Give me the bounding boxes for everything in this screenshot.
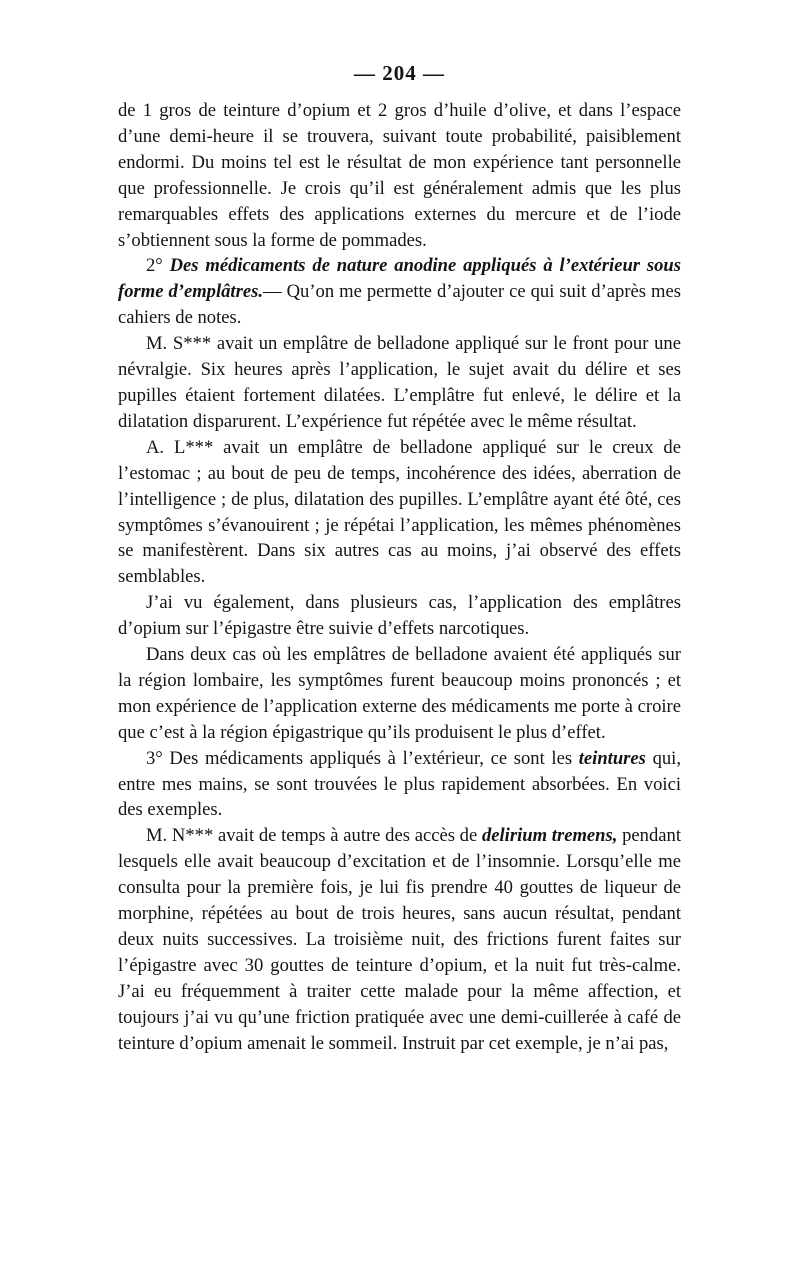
section-title-emplatres: Des médicaments de nature anodine appliqués à l’extérieur sous forme d’emplâtres. [118, 255, 681, 303]
paragraph-teintures [118, 746, 681, 824]
paragraph-emplatres-heading [118, 253, 681, 331]
paragraph-pommades [118, 98, 681, 253]
paragraph-pommades-text: de 1 gros de teinture d’opium et 2 gros d’huile d’olive, et dans l’espace d’une demi-heure il se trouvera, suivant toute probabilité, paisiblement endormi. Du moins tel est le résultat de mon expérience tant personnelle que professionnelle. Je crois qu’il est généralement admis que les plus remarquables effets des applications externes du mercure et de l’iode s’obtiennent sous la forme de pommades. [118, 100, 681, 251]
paragraph-opium-emplatres-text: J’ai vu également, dans plusieurs cas, l’application des emplâtres d’opium sur l’épigastre être suivie d’effets narcotiques. [118, 592, 681, 640]
paragraph-case-n-start: M. N*** avait de temps à autre des accès de [146, 825, 482, 847]
paragraph-emplatres-text: — Qu’on me permette d’ajouter ce qui suit d’après mes cahiers de notes. [118, 281, 681, 329]
book-page [118, 58, 681, 1057]
paragraph-case-l [118, 435, 681, 590]
paragraph-case-s-text: M. S*** avait un emplâtre de belladone appliqué sur le front pour une névralgie. Six heures après l’application, le sujet avait du délire et ses pupilles étaient fortement dilatées. L’emplâtre fut enlevé, le délire et la dilatation disparurent. L’expérience fut répétée avec le même résultat. [118, 333, 681, 432]
paragraph-case-n [118, 823, 681, 1056]
term-delirium-tremens: delirium tremens, [481, 825, 618, 847]
page-number: — 204 — [354, 61, 445, 85]
paragraph-opium-emplatres [118, 590, 681, 642]
term-teintures: teintures [578, 747, 646, 769]
paragraph-teintures-end: qui, entre mes mains, se sont trouvées le plus rapidement absorbées. En voici des exemples. [118, 747, 681, 821]
paragraph-region-lombaire-text: Dans deux cas où les emplâtres de belladone avaient été appliqués sur la région lombaire, les symptômes furent beaucoup moins prononcés ; et mon expérience de l’application externe des médicaments me porte à croire que c’est à la région épigastrique qu’ils produisent le plus d’effet. [118, 644, 681, 743]
paragraph-case-s [118, 331, 681, 435]
paragraph-region-lombaire [118, 642, 681, 746]
section-number-2: 2° [146, 255, 170, 277]
paragraph-case-l-text: A. L*** avait un emplâtre de belladone appliqué sur le creux de l’estomac ; au bout de peu de temps, incohérence des idées, aberration de l’intelligence ; de plus, dilatation des pupilles. L’emplâtre ayant été ôté, ces symptômes s’évanouirent ; je répétai l’application, les mêmes phénomènes se manifestèrent. Dans six autres cas au moins, j’ai observé des effets semblables. [118, 436, 681, 588]
paragraph-case-n-end: pendant lesquels elle avait beaucoup d’excitation et de l’insomnie. Lorsqu’elle me consulta pour la première fois, je lui fis prendre 40 gouttes de liqueur de morphine, répétées au bout de trois heures, sans aucun résultat, pendant deux nuits successives. La troisième nuit, des frictions furent faites sur l’épigastre avec 30 gouttes de teinture d’opium, et la nuit fut très-calme. J’ai eu fréquemment à traiter cette malade pour la même affection, et toujours j’ai vu qu’une friction pratiquée avec une demi-cuillerée à café de teinture d’opium amenait le sommeil. Instruit par cet exemple, je n’ai pas, [118, 825, 681, 1054]
paragraph-teintures-start: 3° Des médicaments appliqués à l’extérieur, ce sont les [146, 747, 579, 769]
